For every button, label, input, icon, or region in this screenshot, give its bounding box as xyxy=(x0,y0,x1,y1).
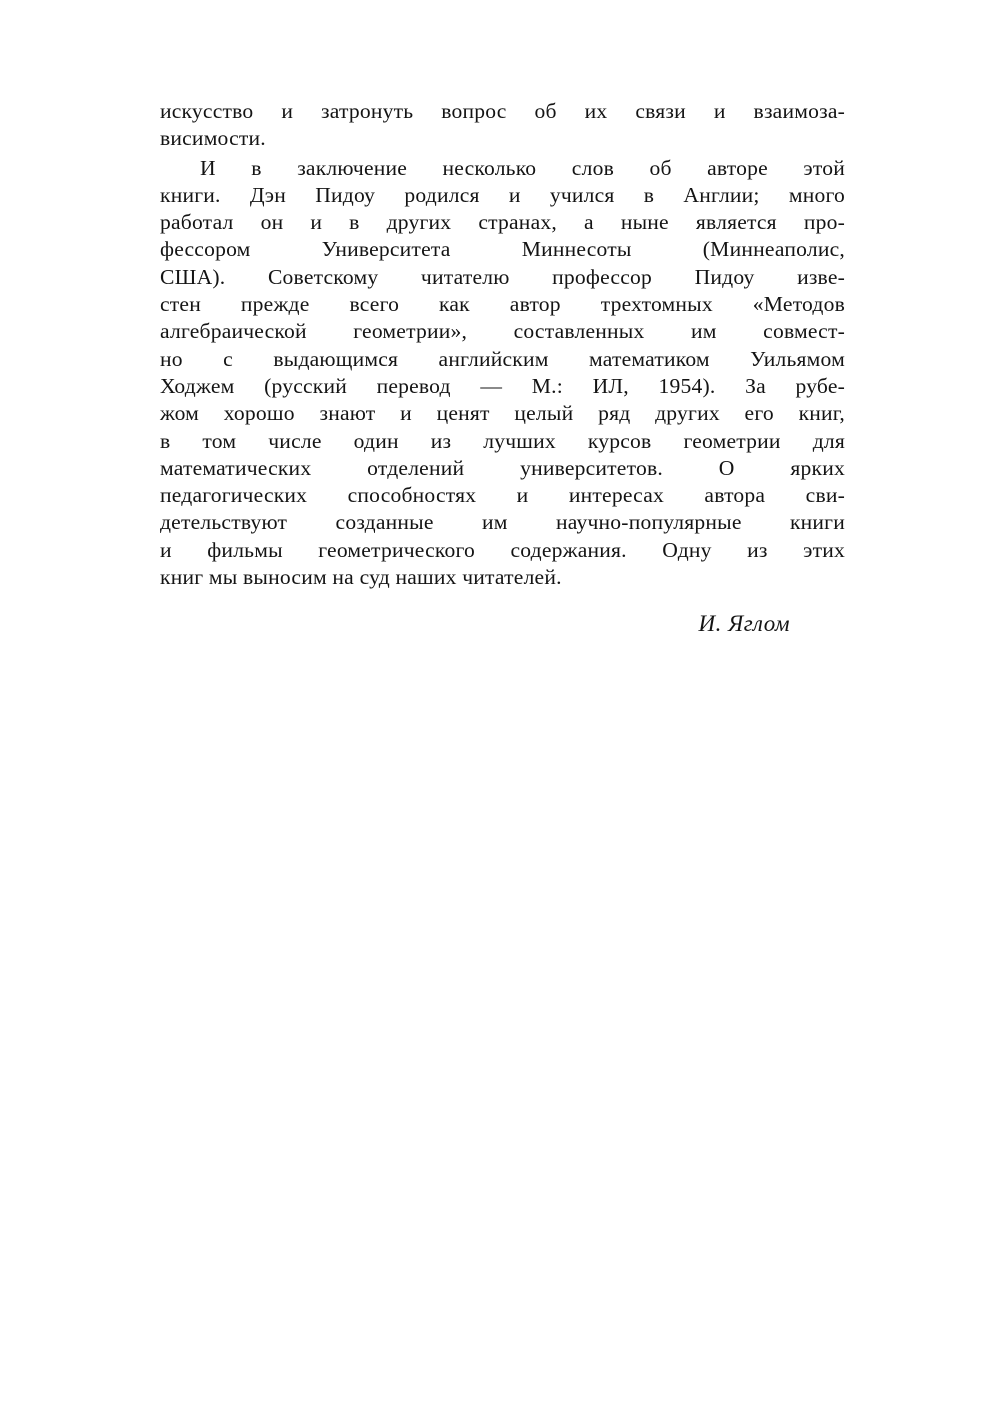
text-line: математических отделений университетов. О ярких xyxy=(160,455,845,480)
text-line: жом хорошо знают и ценят целый ряд других его книг, xyxy=(160,401,845,426)
text-line: алгебраической геометрии», составленных им совмест- xyxy=(160,319,845,344)
text-line: детельствуют созданные им научно-популярные книги xyxy=(160,510,845,535)
text-line: педагогических способностях и интересах автора сви- xyxy=(160,483,845,508)
text-line: искусство и затронуть вопрос об их связи и взаимоза- xyxy=(160,99,845,123)
text-line: но с выдающимся английским математиком Уильямом xyxy=(160,346,845,371)
text-line: И в заключение несколько слов об авторе этой xyxy=(200,155,845,180)
text-line: в том числе один из лучших курсов геометрии для xyxy=(160,428,845,453)
text-line: книги. Дэн Пидоу родился и учился в Англии; много xyxy=(160,182,845,207)
text-line: и фильмы геометрического содержания. Одну из этих xyxy=(160,537,845,562)
paragraph-2 xyxy=(160,155,845,592)
text-line: книг мы выносим на суд наших читателей. xyxy=(160,565,562,590)
text-line: фессором Университета Миннесоты (Миннеаполис, xyxy=(160,237,845,262)
paragraph-1 xyxy=(160,98,845,153)
text-line: стен прежде всего как автор трехтомных «Методов xyxy=(160,292,845,317)
text-line: США). Советскому читателю профессор Пидоу изве- xyxy=(160,264,845,289)
author-signature: И. Яглом xyxy=(698,611,790,636)
preface-text xyxy=(160,98,845,591)
text-line: работал он и в других странах, а ныне является про- xyxy=(160,210,845,235)
text-line: Ходжем (русский перевод — М.: ИЛ, 1954). За рубе- xyxy=(160,373,845,398)
text-line: висимости. xyxy=(160,126,266,151)
